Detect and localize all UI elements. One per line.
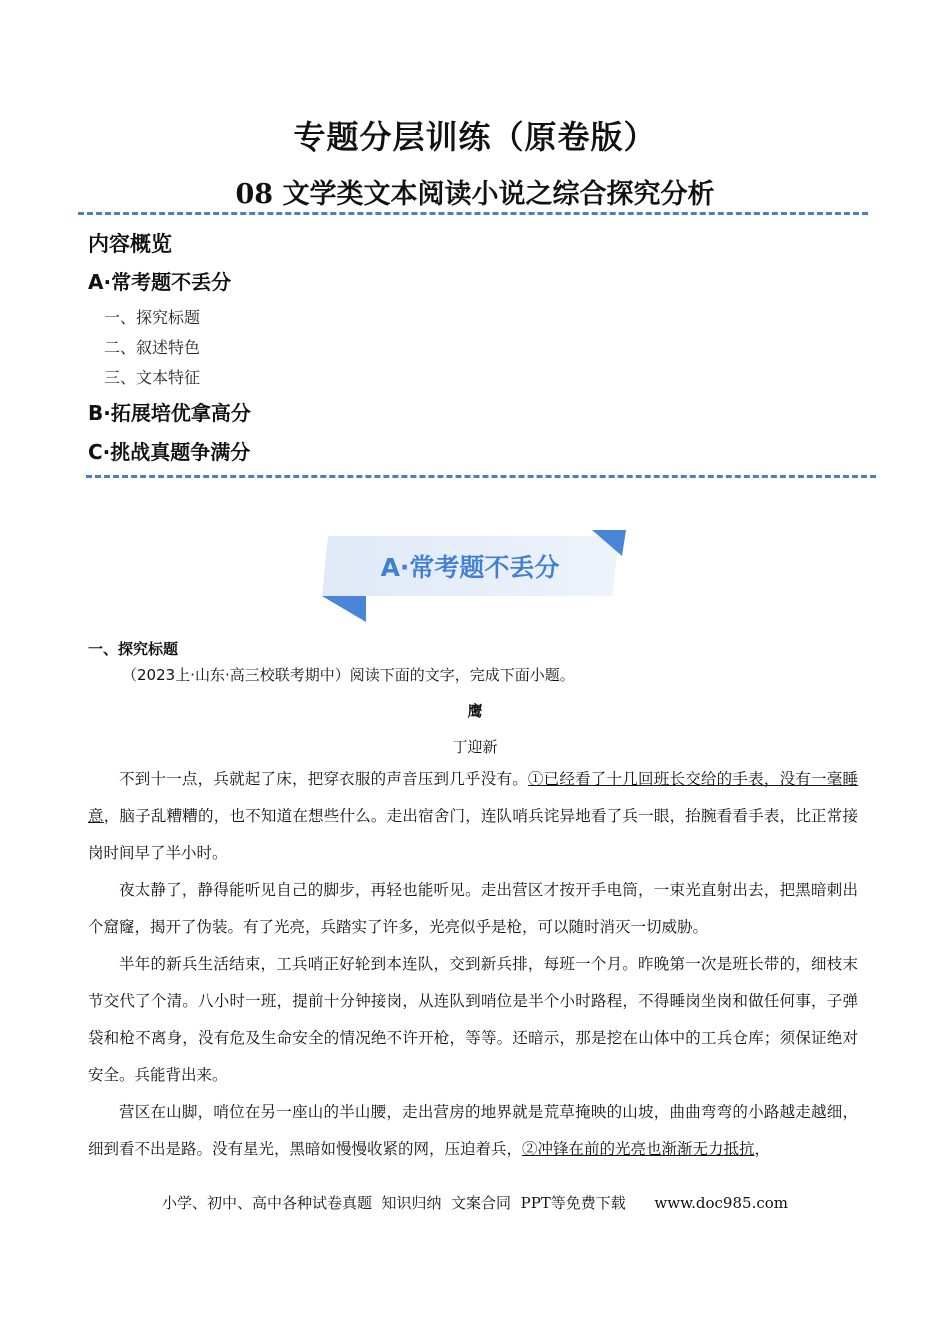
toc-item-2: 二、叙述特色 xyxy=(104,338,201,357)
toc-item-3: 三、文本特征 xyxy=(104,368,201,387)
banner-label: A·常考题不丢分 xyxy=(380,553,560,582)
paragraph-1-rest: ，脑子乱糟糟的，也不知道在想些什么。走出宿舍门，连队哨兵诧异地看了兵一眼，抬腕看看手表，比正常接岗时间早了半小时。 xyxy=(88,807,858,862)
paragraph-3-text: 半年的新兵生活结束，工兵哨正好轮到本连队，交到新兵排，每班一个月。昨晚第一次是班长带的，细枝末节交代了个清。八小时一班，提前十分钟接岗，从连队到哨位是半个小时路程，不得睡岗坐岗和做任何事，子弹袋和枪不离身，没有危及生命安全的情况绝不许开枪，等等。还暗示，那是挖在山体中的工兵仓库；须保证绝对安全。兵能背出来。 xyxy=(88,955,858,1084)
question-source: （2023上·山东·高三校联考期中）阅读下面的文字，完成下面小题。 xyxy=(122,666,575,684)
banner-graphic xyxy=(322,530,628,622)
page-subtitle: 08 文学类文本阅读小说之综合探究分析 xyxy=(235,179,715,210)
story-title: 鹰 xyxy=(467,702,483,720)
underlined-sentence-2: ②冲锋在前的光亮也渐渐无力抵抗 xyxy=(522,1140,755,1158)
question-heading: 一、探究标题 xyxy=(88,640,179,658)
paragraph-2-text: 夜太静了，静得能听见自己的脚步，再轻也能听见。走出营区才按开手电筒，一束光直射出去，把黑暗刺出个窟窿，揭开了伪装。有了光亮，兵踏实了许多，光亮似乎是枪，可以随时消灭一切威胁。 xyxy=(88,881,858,936)
banner-corner-bottom xyxy=(322,596,366,622)
section-banner xyxy=(322,530,628,622)
paragraph-1 xyxy=(88,761,858,872)
paragraph-4-rest: ， xyxy=(754,1140,771,1158)
toc-section-b: B·拓展培优拿高分 xyxy=(88,401,251,425)
paragraph-1-text: 不到十一点，兵就起了床，把穿衣服的声音压到几乎没有。 xyxy=(119,770,528,788)
story-body xyxy=(88,761,858,1168)
paragraph-4-text: 营区在山脚，哨位在另一座山的半山腰，走出营房的地界就是荒草掩映的山坡，曲曲弯弯的小路越走越细，细到看不出是路。没有星光，黑暗如慢慢收紧的网，压迫着兵， xyxy=(88,1103,858,1158)
underlined-sentence-1: ①已经看了十几回班长交给的手表，没有一毫睡意 xyxy=(88,770,858,825)
paragraph-4 xyxy=(88,1094,858,1168)
page-title: 专题分层训练（原卷版） xyxy=(293,118,657,156)
page-footer: 小学、初中、高中各种试卷真题 知识归纳 文案合同 PPT等免费下载 www.doc985.com xyxy=(161,1194,788,1212)
story-author: 丁迎新 xyxy=(452,738,498,756)
toc-item-1: 一、探究标题 xyxy=(104,308,201,327)
divider-top xyxy=(78,212,868,215)
paragraph-2 xyxy=(88,872,858,946)
overview-heading: 内容概览 xyxy=(88,232,172,256)
toc-section-c: C·挑战真题争满分 xyxy=(88,440,251,464)
divider-bottom xyxy=(86,475,876,478)
paragraph-3 xyxy=(88,946,858,1094)
toc-section-a: A·常考题不丢分 xyxy=(88,270,232,294)
